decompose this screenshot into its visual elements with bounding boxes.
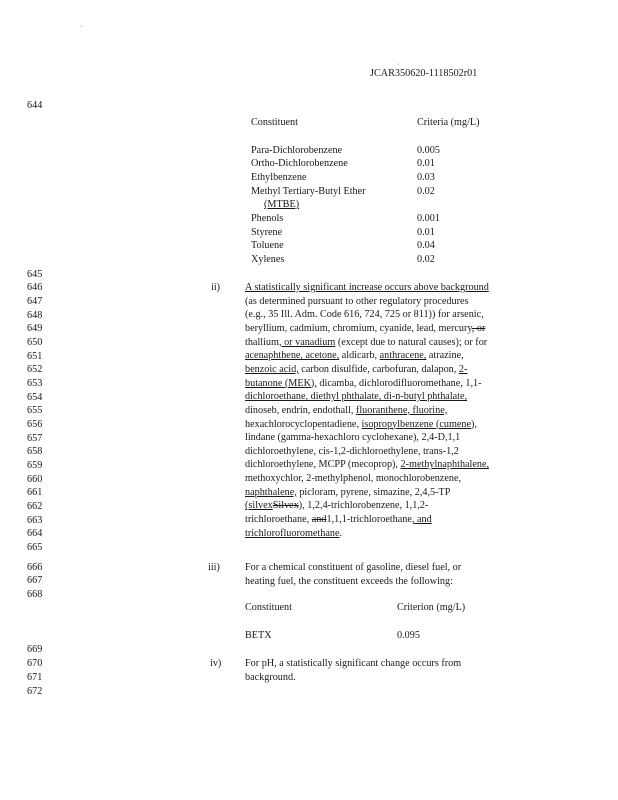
paragraph-line xyxy=(245,472,461,485)
paragraph-line xyxy=(245,513,432,526)
inserted-text: benzoic acid, xyxy=(245,363,299,375)
line-number: 660 xyxy=(27,474,43,485)
line-number: 653 xyxy=(27,378,43,389)
paragraph-line xyxy=(245,445,459,458)
text-segment: For a chemical constituent of gasoline, diesel fuel, or xyxy=(245,562,462,573)
table1-row-name: Para-Dichlorobenzene xyxy=(251,145,343,156)
paragraph-marker: iii) xyxy=(208,562,220,573)
inserted-text: , or vanadium xyxy=(278,336,336,348)
line-number: 661 xyxy=(27,487,43,498)
table1-row-name: Styrene xyxy=(251,227,283,238)
text-segment: atrazine, xyxy=(426,350,464,362)
line-number: 644 xyxy=(27,100,43,111)
line-number: 672 xyxy=(27,686,43,697)
line-number: 651 xyxy=(27,351,43,362)
table1-row-value: 0.001 xyxy=(417,213,440,224)
text-segment: carbon disulfide, carbofuran, dalapon, xyxy=(298,363,459,375)
table2-row-value: 0.095 xyxy=(397,630,420,641)
table1-row-name: Ethylbenzene xyxy=(251,172,307,183)
paragraph-line xyxy=(245,671,296,684)
paragraph-line xyxy=(245,575,453,588)
text-segment: . xyxy=(339,527,343,539)
text-segment: aldicarb, xyxy=(339,350,380,362)
table1-row-value: 0.02 xyxy=(417,254,435,265)
line-number: 665 xyxy=(27,542,43,553)
paragraph-line xyxy=(245,527,342,540)
paragraph-line xyxy=(245,561,461,574)
line-number: 656 xyxy=(27,419,43,430)
text-segment: dichloroethylene, MCPP (mecoprop), xyxy=(245,459,401,471)
inserted-text: 2- xyxy=(458,363,468,375)
table1-row-name: Toluene xyxy=(251,240,284,251)
table1-row-value: 0.04 xyxy=(417,240,435,251)
inserted-text: butanone (MEK), xyxy=(245,377,317,389)
deleted-text: and xyxy=(311,514,327,526)
line-number: 657 xyxy=(27,433,43,444)
table1-header-criteria: Criteria (mg/L) xyxy=(417,117,480,128)
inserted-text: silvex xyxy=(248,500,273,512)
inserted-text: , and xyxy=(411,514,432,526)
line-number: 655 xyxy=(27,405,43,416)
inserted-text: trichlorofluoromethane xyxy=(245,527,340,539)
text-segment: For pH, a statistically significant change occurs from xyxy=(245,658,462,669)
inserted-text: isopropylbenzene (cumene), xyxy=(361,418,477,430)
table1-row-name: Phenols xyxy=(251,213,284,224)
inserted-text: dichloroethane, diethyl phthalate, di-n-butyl phthalate, xyxy=(245,391,468,403)
line-number: 647 xyxy=(27,296,43,307)
line-number: 652 xyxy=(27,364,43,375)
text-segment: background. xyxy=(245,671,296,683)
text-segment: 1,1,1-trichloroethane xyxy=(326,514,412,526)
paragraph-line xyxy=(245,657,461,670)
text-segment: (except due to natural causes); or for xyxy=(335,336,488,348)
line-number: 646 xyxy=(27,282,43,293)
text-segment: methoxychlor, 2-methylphenol, monochlorobenzene, xyxy=(245,473,462,485)
deleted-text: , or xyxy=(471,322,486,334)
table2-row-name: BETX xyxy=(245,630,272,641)
table1-row-name: Xylenes xyxy=(251,254,285,265)
table1-row-name: Methyl Tertiary-Butyl Ether xyxy=(251,186,366,197)
table1-row-value: 0.005 xyxy=(417,145,440,156)
line-number: 670 xyxy=(27,658,43,669)
text-segment: hexachlorocyclopentadiene, xyxy=(245,418,362,430)
paragraph-line xyxy=(245,308,484,321)
line-number: 659 xyxy=(27,460,43,471)
line-number: 648 xyxy=(27,310,43,321)
table1-header-constituent: Constituent xyxy=(251,117,298,128)
line-number: 666 xyxy=(27,562,43,573)
line-number: 667 xyxy=(27,575,43,586)
text-segment: heating fuel, the constituent exceeds the following: xyxy=(245,575,453,587)
paragraph-line xyxy=(245,322,485,335)
text-segment: (as determined pursuant to other regulatory procedures xyxy=(245,295,469,307)
inserted-text: ( xyxy=(245,500,249,512)
line-number: 645 xyxy=(27,269,43,280)
paragraph-line xyxy=(245,418,477,431)
table2-header-criterion: Criterion (mg/L) xyxy=(397,602,466,613)
text-segment: dicamba, dichlorodifluoromethane, 1,1- xyxy=(316,377,482,389)
paragraph-line xyxy=(245,499,428,512)
line-number: 669 xyxy=(27,644,43,655)
line-number: 664 xyxy=(27,528,43,539)
inserted-text: anthracene, xyxy=(379,350,427,362)
text-segment: ), 1,2,4-trichlorobenzene, 1,1,2- xyxy=(298,500,429,512)
text-segment: picloram, pyrene, simazine, 2,4,5-TP xyxy=(296,486,451,498)
table1-row-name: (MTBE) xyxy=(264,199,300,210)
paragraph-line xyxy=(245,390,467,403)
table1-row-value: 0.03 xyxy=(417,172,435,183)
paragraph-line xyxy=(245,295,468,308)
paragraph-line xyxy=(245,377,482,390)
text-segment: dinoseb, endrin, endothall, xyxy=(245,404,356,416)
paragraph-line xyxy=(245,458,489,471)
inserted-text: A statistically significant increase occurs above background xyxy=(245,282,489,293)
text-segment: (e.g., 35 Ill. Adm. Code 616, 724, 725 or 811)) for arsenic, xyxy=(245,309,484,321)
paragraph-line xyxy=(245,363,467,376)
line-number: 668 xyxy=(27,589,43,600)
table1-row-value: 0.01 xyxy=(417,227,435,238)
paragraph-line xyxy=(245,349,464,362)
paragraph-line xyxy=(245,404,447,417)
line-number: 662 xyxy=(27,501,43,512)
paragraph-line xyxy=(245,486,450,499)
table1-row-name: Ortho-Dichlorobenzene xyxy=(251,158,348,169)
paragraph-marker: iv) xyxy=(210,658,222,669)
line-number: 658 xyxy=(27,446,43,457)
paragraph-line xyxy=(245,431,460,444)
inserted-text: fluoranthene, fluorine, xyxy=(355,404,448,416)
table1-row-value: 0.02 xyxy=(417,186,435,197)
line-number: 654 xyxy=(27,392,43,403)
paragraph-line xyxy=(245,336,487,349)
inserted-text: acenaphthene, acetone, xyxy=(245,350,340,362)
paragraph-line xyxy=(245,281,489,294)
inserted-text: naphthalene, xyxy=(245,486,297,498)
line-number: 671 xyxy=(27,672,43,683)
text-segment: lindane (gamma-hexachloro cyclohexane), 2,4-D,1,1 xyxy=(245,432,461,444)
deleted-text: Silvex xyxy=(272,500,299,512)
scan-speck: · xyxy=(397,60,400,69)
text-segment: thallium xyxy=(245,336,279,348)
text-segment: beryllium, cadmium, chromium, cyanide, lead, mercury xyxy=(245,322,472,334)
line-number: 649 xyxy=(27,323,43,334)
document-id-header: JCAR350620-1118502r01 xyxy=(370,68,478,79)
line-number: 663 xyxy=(27,515,43,526)
inserted-text: 2-methylnaphthalene, xyxy=(400,459,490,471)
text-segment: dichloroethylene, cis-1,2-dichloroethylene, trans-1,2 xyxy=(245,445,459,457)
paragraph-marker: ii) xyxy=(211,282,221,293)
table1-row-value: 0.01 xyxy=(417,158,435,169)
text-segment: trichloroethane, xyxy=(245,514,312,526)
table2-header-constituent: Constituent xyxy=(245,602,292,613)
line-number: 650 xyxy=(27,337,43,348)
scan-speck: · xyxy=(80,22,83,31)
